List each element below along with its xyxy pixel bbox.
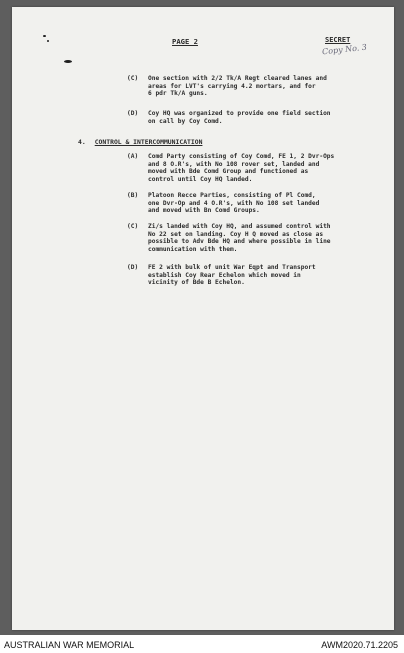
paragraph-text: Comd Party consisting of Coy Comd, FE 1, 2 Dvr-Ops and 8 O.R's, with No 108 rover set, landed and moved with Bde Comd Group and functioned as control until Coy HQ landed.	[148, 153, 335, 183]
paragraph-label: (D)	[127, 264, 139, 271]
document-page	[12, 7, 394, 630]
section-title: CONTROL & INTERCOMMUNICATION	[94, 138, 203, 146]
paragraph-text: Platoon Recce Parties, consisting of Pl Comd, one Dvr-Op and 4 O.R's, with No 108 set landed and moved with Bn Comd Groups.	[148, 192, 320, 215]
ink-mark	[43, 35, 46, 37]
archive-reference: AWM2020.71.2205	[321, 640, 398, 650]
paragraph-label: (C)	[127, 75, 139, 82]
copy-number-handwritten: Copy No. 3	[321, 42, 368, 57]
ink-mark	[47, 40, 49, 42]
paragraph-label: (C)	[127, 223, 139, 230]
paragraph-text: One section with 2/2 Tk/A Regt cleared lanes and areas for LVT's carrying 4.2 mortars, and for 6 pdr Tk/A guns.	[148, 75, 327, 98]
paragraph-text: Coy HQ was organized to provide one field section on call by Coy Comd.	[148, 110, 331, 125]
classification-marking: SECRET	[325, 36, 351, 44]
paragraph-text: FE 2 with bulk of unit War Eqpt and Transport establish Coy Rear Echelon which moved in vicinity of Bde B Echelon.	[148, 264, 316, 287]
archive-source: AUSTRALIAN WAR MEMORIAL	[4, 640, 135, 650]
paragraph-text: Zi/s landed with Coy HQ, and assumed control with No 22 set on landing. Coy H Q moved as close as possible to Adv Bde HQ and where possible in line communication with them.	[148, 223, 331, 253]
section-heading	[78, 138, 202, 146]
archive-footer	[0, 635, 404, 653]
paragraph-label: (A)	[127, 153, 139, 160]
section-number: 4.	[78, 138, 86, 146]
ink-mark	[64, 60, 72, 63]
paragraph-label: (D)	[127, 110, 139, 117]
page-label: PAGE 2	[172, 37, 198, 46]
paragraph-label: (B)	[127, 192, 139, 199]
